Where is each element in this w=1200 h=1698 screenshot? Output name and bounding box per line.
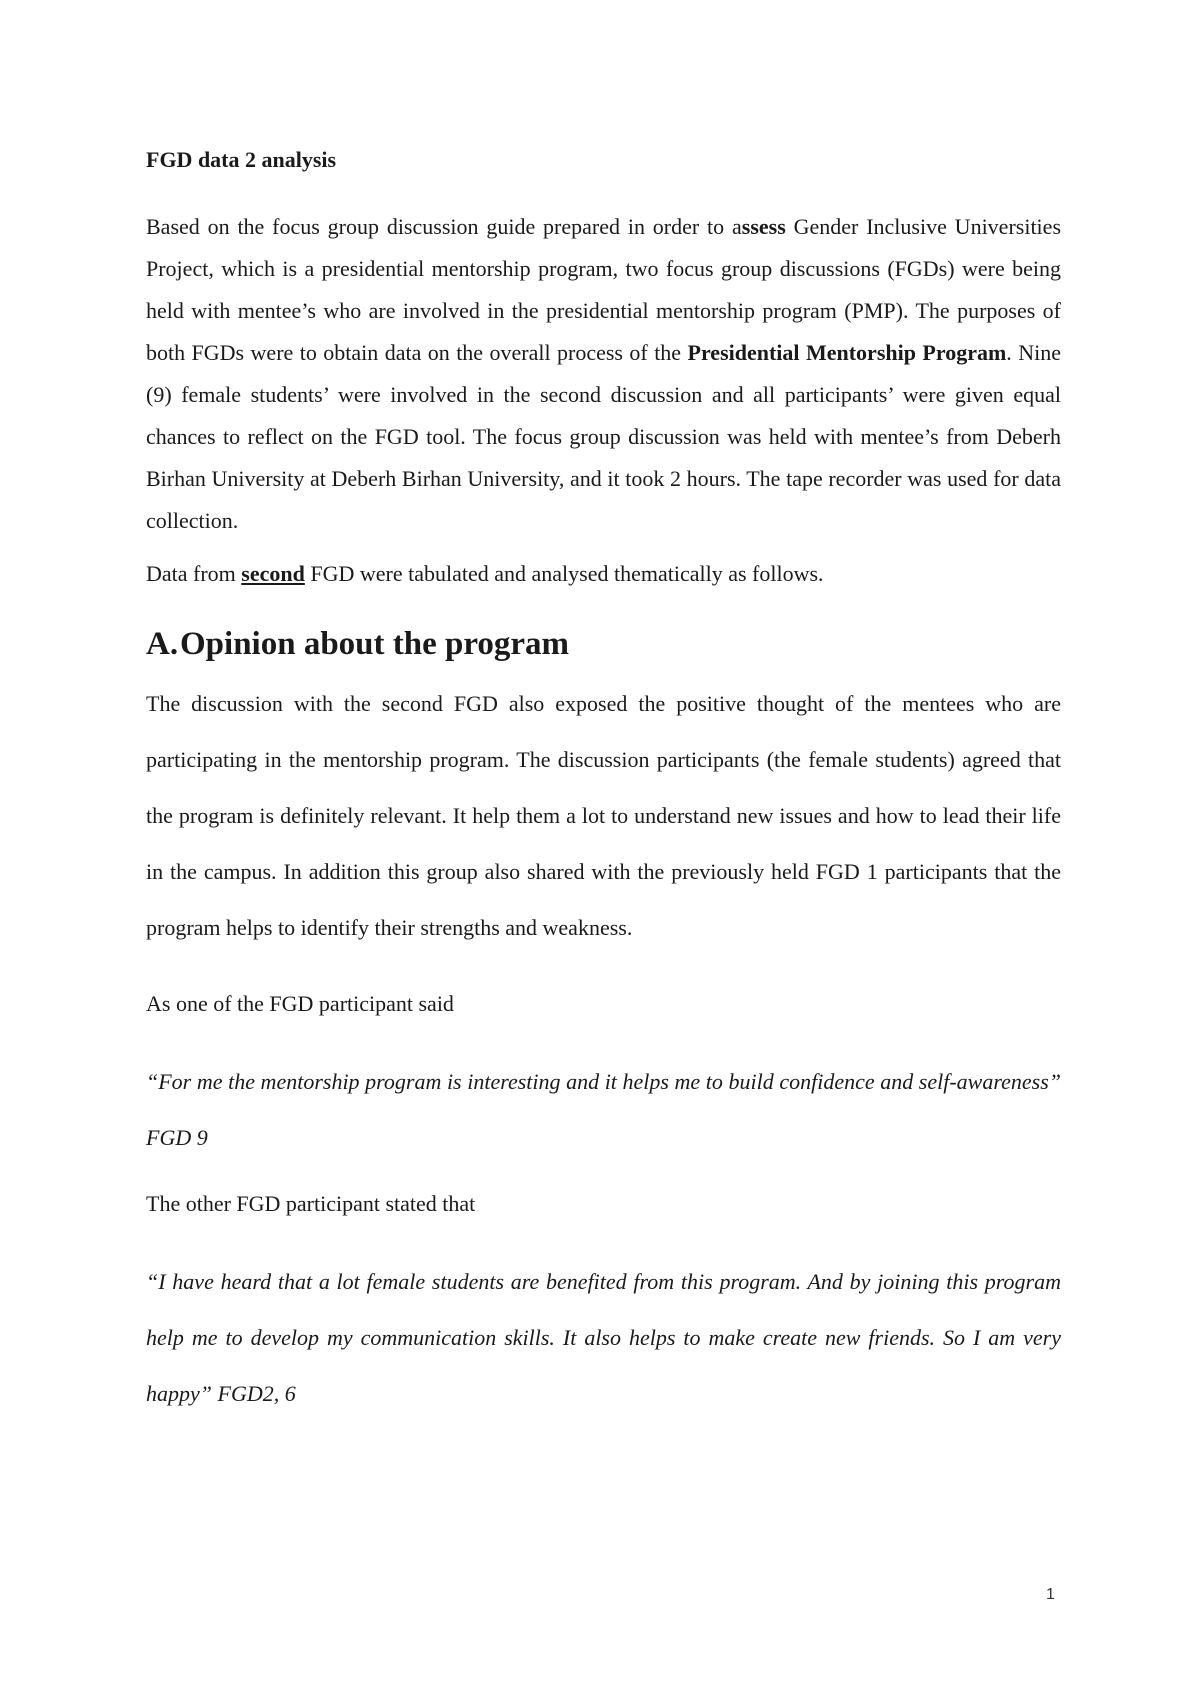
quote1-intro: As one of the FGD participant said [146, 991, 454, 1016]
data-statement-after: FGD were tabulated and analysed thematically as follows. [304, 561, 824, 586]
intro-paragraph [146, 206, 1061, 542]
quote-2: “I have heard that a lot female students are benefited from this program. And by joining this program help me to develop my communication skills. It also helps to make create new friends. So I am very happy” FGD2, 6 [146, 1269, 1061, 1406]
data-statement [146, 556, 1061, 592]
section-a-paragraph: The discussion with the second FGD also exposed the positive thought of the mentees who are participating in the mentorship program. The discussion participants (the female students) agreed that the program is definitely relevant. It help them a lot to understand new issues and how to lead their life in the campus. In addition this group also shared with the previously held FGD 1 participants that the program helps to identify their strengths and weakness. [146, 691, 1061, 940]
intro-bold-assess: ssess [741, 214, 786, 239]
document-title: FGD data 2 analysis [146, 147, 337, 172]
intro-text-3: . Nine (9) female students’ were involved in the second discussion and all participants’ were given equal chances to reflect on the FGD tool. The focus group discussion was held with mentee’s from Deberh Birhan University at Deberh Birhan University, and it took 2 hours. The tape recorder was used for data collection. [146, 340, 1061, 533]
page-number: 1 [1046, 1586, 1055, 1603]
section-a-heading [146, 626, 1061, 662]
document-body [146, 142, 1061, 1422]
data-statement-emphasis: second [241, 561, 305, 586]
quote-1: “For me the mentorship program is interesting and it helps me to build confidence and self-awareness” FGD 9 [146, 1069, 1061, 1150]
intro-text-1: Based on the focus group discussion guide prepared in order to a [146, 214, 742, 239]
intro-text-2: Gender Inclusive Universities Project, which is a presidential mentorship program, two focus group discussions (FGDs) were being held with mentee’s who are involved in the presidential mentorship program (PMP). The purposes of both FGDs were to obtain data on the overall process of the [146, 214, 1061, 365]
data-statement-before: Data from [146, 561, 242, 586]
section-a-title: Opinion about the program [180, 626, 570, 662]
quote2-intro: The other FGD participant stated that [146, 1191, 476, 1216]
section-a-letter: A. [146, 626, 179, 662]
program-name: Presidential Mentorship Program [687, 340, 1007, 365]
